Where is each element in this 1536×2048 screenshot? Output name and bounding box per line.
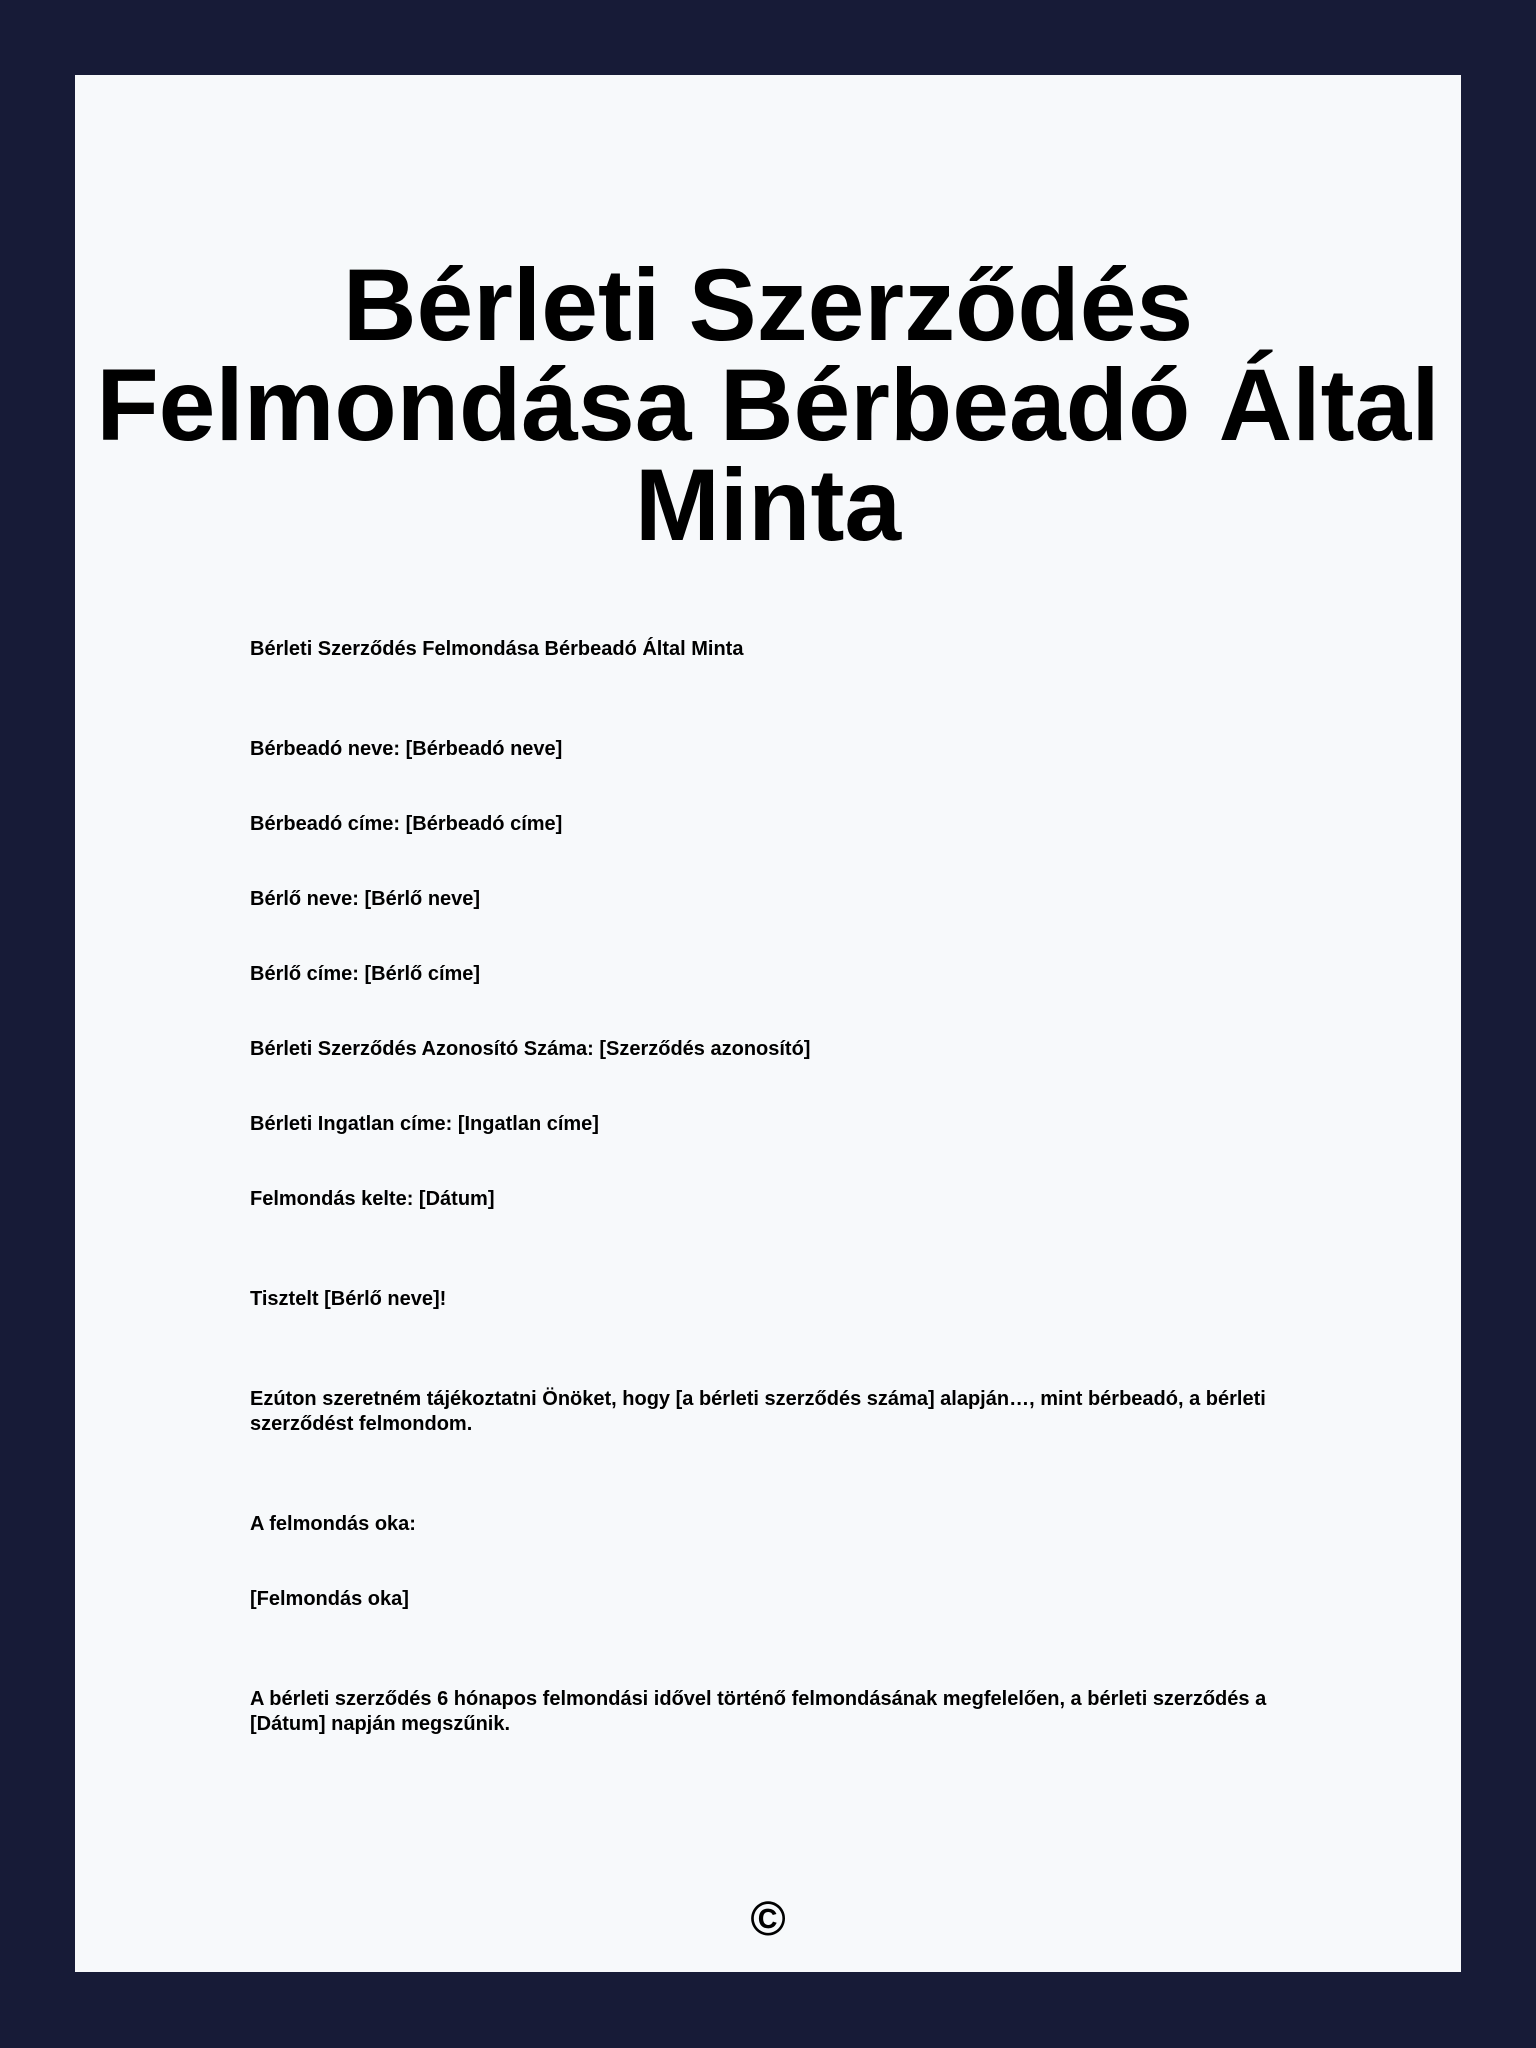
termination-paragraph: A bérleti szerződés 6 hónapos felmondási idővel történő felmondásának megfelelően, a bérleti szerződés a [Dátum] napján megszűnik. [250, 1688, 1267, 1735]
document-page [75, 75, 1461, 1972]
field-property-address: Bérleti Ingatlan címe: [Ingatlan címe] [250, 1113, 599, 1135]
greeting: Tisztelt [Bérlő neve]! [250, 1288, 447, 1310]
field-landlord-name: Bérbeadó neve: [Bérbeadó neve] [250, 738, 563, 760]
field-contract-id: Bérleti Szerződés Azonosító Száma: [Szerződés azonosító] [250, 1038, 811, 1060]
field-tenant-address: Bérlő címe: [Bérlő címe] [250, 963, 481, 985]
document-body [250, 637, 1290, 1737]
field-termination-date: Felmondás kelte: [Dátum] [250, 1188, 495, 1210]
field-landlord-address: Bérbeadó címe: [Bérbeadó címe] [250, 813, 563, 835]
field-tenant-name: Bérlő neve: [Bérlő neve] [250, 888, 481, 910]
copyright-symbol: © [750, 1893, 786, 1946]
document-title: Bérleti Szerződés Felmondása Bérbeadó Által Minta [96, 248, 1440, 562]
document-subtitle: Bérleti Szerződés Felmondása Bérbeadó Által Minta [250, 638, 744, 660]
reason-value: [Felmondás oka] [250, 1588, 409, 1610]
reason-label: A felmondás oka: [250, 1513, 416, 1535]
notice-paragraph: Ezúton szeretném tájékoztatni Önöket, hogy [a bérleti szerződés száma] alapján…, mint bérbeadó, a bérleti szerződést felmondom. [250, 1388, 1266, 1435]
